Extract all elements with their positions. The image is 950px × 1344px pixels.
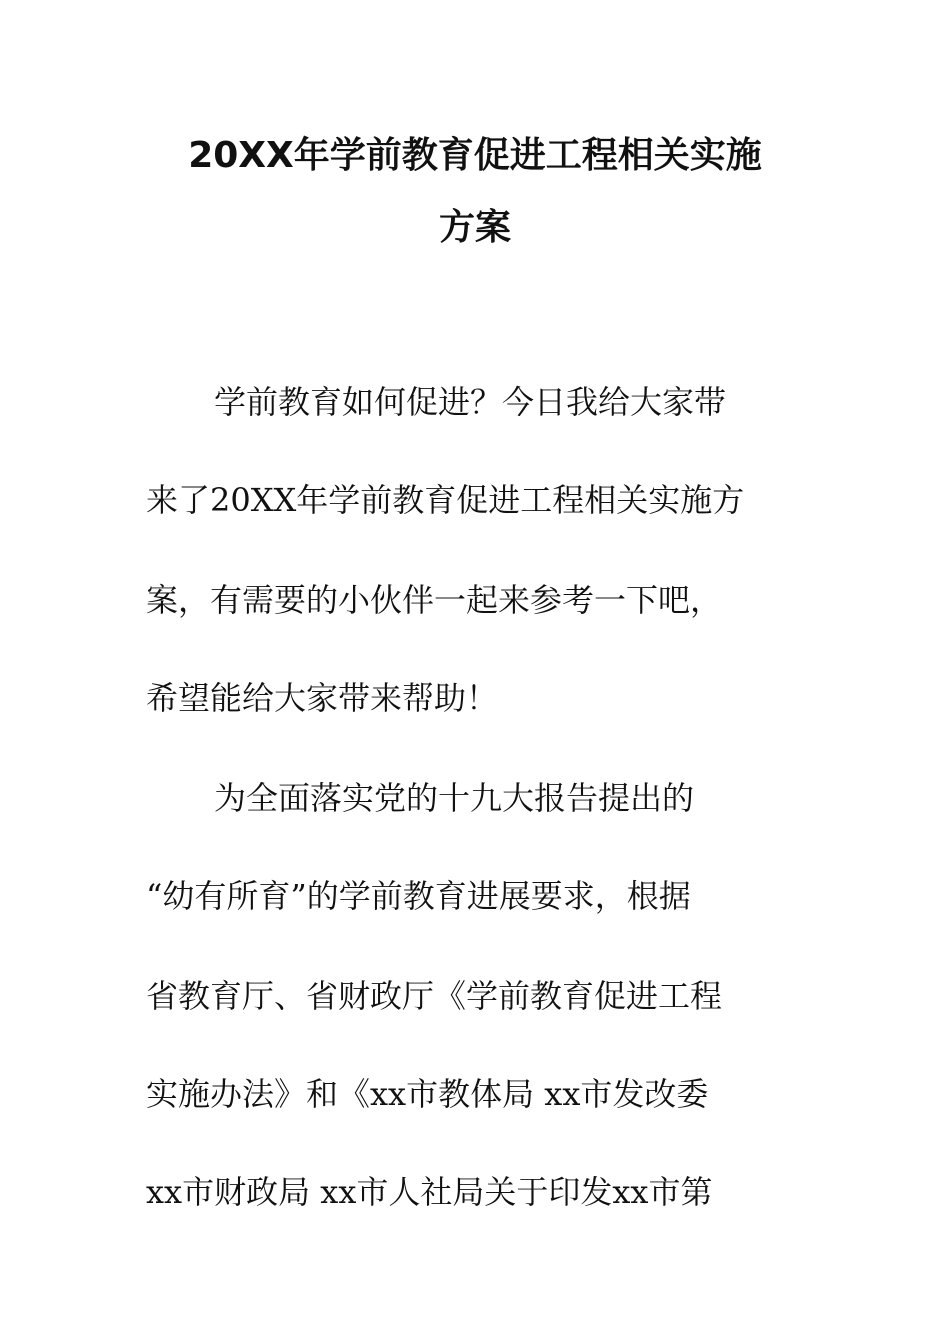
document-title-line-2: 方案	[438, 207, 511, 248]
paragraph-2-line-4: 实施办法》和《xx市教体局 xx市发改委	[146, 1075, 709, 1113]
document-title-line-1: 20XX年学前教育促进工程相关实施	[188, 135, 762, 176]
paragraph-1-line-3: 案，有需要的小伙伴一起来参考一下吧，	[146, 581, 723, 619]
paragraph-2-line-1: 为全面落实党的十九大报告提出的	[214, 779, 695, 817]
paragraph-2-line-3: 省教育厅、省财政厅《学前教育促进工程	[146, 977, 723, 1015]
paragraph-2-line-5: xx市财政局 xx市人社局关于印发xx市第	[146, 1173, 713, 1211]
paragraph-1-line-2: 来了20XX年学前教育促进工程相关实施方	[146, 481, 745, 519]
paragraph-2-line-2: “幼有所育”的学前教育进展要求，根据	[146, 877, 691, 915]
paragraph-1-line-4: 希望能给大家带来帮助！	[146, 679, 499, 717]
paragraph-1-line-1: 学前教育如何促进？今日我给大家带	[214, 383, 727, 421]
